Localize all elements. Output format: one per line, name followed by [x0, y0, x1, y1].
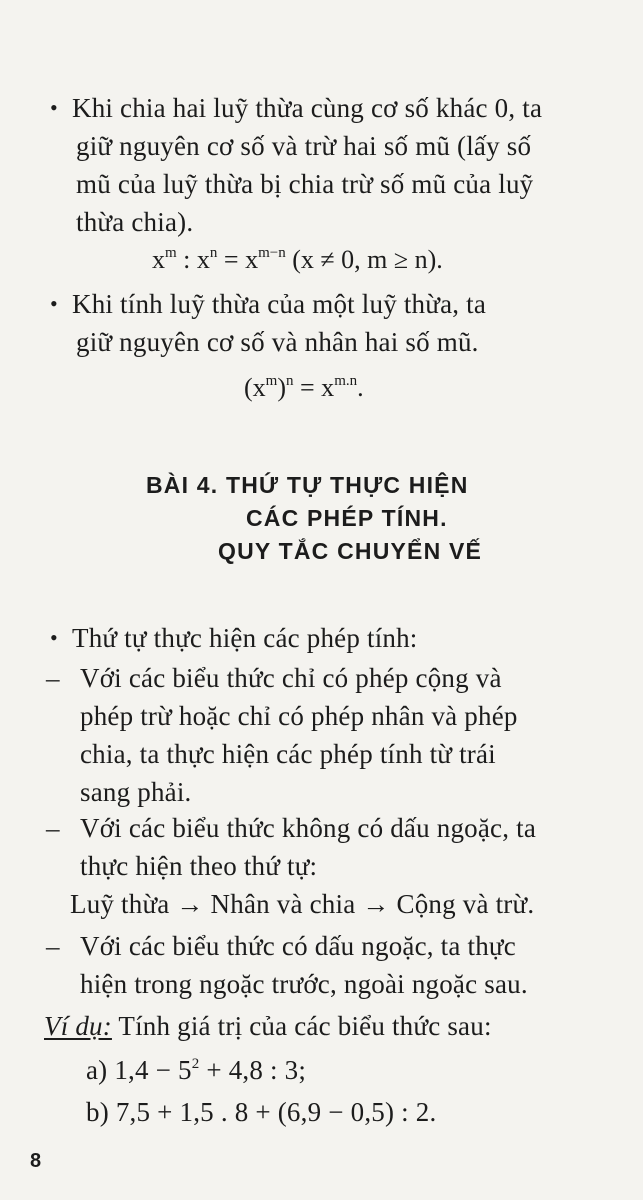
- power-of-power-formula: $(x^m)^n = x^{m.n}$.: [244, 373, 364, 402]
- bullet-marker: •: [50, 291, 58, 316]
- section-heading: QUY TẮC CHUYỂN VẾ: [218, 538, 483, 564]
- operation-order-chain: Luỹ thừa → Nhân và chia → Cộng và trừ.: [70, 889, 535, 919]
- section-heading: CÁC PHÉP TÍNH.: [246, 505, 448, 531]
- paragraph-line: giữ nguyên cơ số và nhân hai số mũ.: [76, 327, 479, 357]
- paragraph-line: thừa chia).: [76, 207, 194, 237]
- dash-marker: –: [46, 663, 60, 693]
- paragraph-line: thực hiện theo thứ tự:: [80, 851, 318, 881]
- dash-marker: –: [46, 931, 60, 961]
- paragraph-line: mũ của luỹ thừa bị chia trừ số mũ của luỹ: [76, 169, 534, 199]
- bullet-marker: •: [50, 625, 58, 650]
- example-intro: Ví dụ: Tính giá trị của các biểu thức sau:: [44, 1011, 492, 1041]
- page-number: 8: [30, 1150, 42, 1172]
- paragraph-line: Khi chia hai luỹ thừa cùng cơ số khác 0, ta: [72, 93, 543, 123]
- paragraph-line: giữ nguyên cơ số và trừ hai số mũ (lấy số: [76, 131, 532, 161]
- bullet-marker: •: [50, 95, 58, 120]
- example-label: Ví dụ:: [44, 1011, 112, 1041]
- paragraph-line: Khi tính luỹ thừa của một luỹ thừa, ta: [72, 289, 487, 319]
- paragraph-line: Với các biểu thức chỉ có phép cộng và: [80, 663, 502, 693]
- paragraph-line: phép trừ hoặc chỉ có phép nhân và phép: [80, 701, 518, 731]
- paragraph-line: Với các biểu thức không có dấu ngoặc, ta: [80, 813, 537, 843]
- paragraph-line: Với các biểu thức có dấu ngoặc, ta thực: [80, 931, 516, 961]
- paragraph-line: hiện trong ngoặc trước, ngoài ngoặc sau.: [80, 969, 528, 999]
- dash-marker: –: [46, 813, 60, 843]
- paragraph-line: sang phải.: [80, 777, 192, 807]
- section-heading: BÀI 4. THỨ TỰ THỰC HIỆN: [146, 472, 469, 498]
- paragraph-line: chia, ta thực hiện các phép tính từ trái: [80, 739, 496, 769]
- paragraph-line: Thứ tự thực hiện các phép tính:: [72, 623, 418, 653]
- example-item-b: b) 7,5 + 1,5 . 8 + (6,9 − 0,5) : 2.: [86, 1097, 437, 1127]
- division-power-formula: $x^m$ : $x^n = x^{m-n}$ (x ≠ 0, m ≥ n).: [152, 245, 443, 274]
- example-item-a: a) $1,4 - 5^2 + 4,8$ : 3;: [86, 1055, 307, 1085]
